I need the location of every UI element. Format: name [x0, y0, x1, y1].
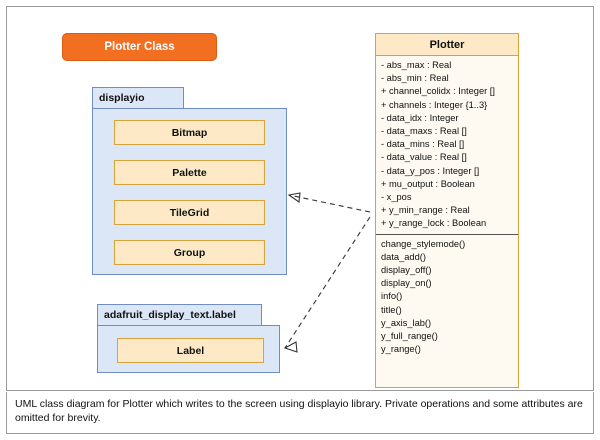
- operation-item: change_stylemode(): [381, 238, 466, 249]
- operation-item: y_full_range(): [381, 331, 438, 342]
- attribute-item: + mu_output : Boolean: [381, 178, 475, 189]
- operation-item: data_add(): [381, 251, 426, 262]
- operation-item: y_axis_lab(): [381, 317, 432, 328]
- operation-item: title(): [381, 304, 402, 315]
- package-tab-displayio: displayio: [92, 87, 184, 108]
- attribute-item: - data_idx : Integer: [381, 112, 459, 123]
- class-box-palette: Palette: [114, 160, 265, 185]
- attribute-item: + y_min_range : Real: [381, 205, 470, 216]
- arrowhead-displayio: [289, 193, 300, 202]
- diagram-title-badge: Plotter Class: [62, 33, 217, 61]
- attribute-item: - abs_min : Real: [381, 73, 449, 84]
- operation-item: display_off(): [381, 265, 432, 276]
- figure-caption: UML class diagram for Plotter which writes to the screen using displayio library. Private operations and some attributes are omitted for brevity.: [6, 392, 594, 434]
- attribute-item: - data_mins : Real []: [381, 139, 465, 150]
- class-box-tilegrid: TileGrid: [114, 200, 265, 225]
- plotter-operations-compartment: [376, 235, 518, 360]
- class-box-group: Group: [114, 240, 265, 265]
- uml-diagram-canvas: [6, 6, 594, 391]
- attribute-item: - x_pos: [381, 192, 412, 203]
- dependency-line-label: [285, 217, 370, 348]
- operation-item: info(): [381, 291, 403, 302]
- attribute-item: + channel_colidx : Integer []: [381, 86, 495, 97]
- attribute-item: - data_y_pos : Integer []: [381, 165, 480, 176]
- class-box-bitmap: Bitmap: [114, 120, 265, 145]
- attribute-item: - data_value : Real []: [381, 152, 467, 163]
- attribute-item: - abs_max : Real: [381, 60, 452, 70]
- dependency-line-displayio: [289, 195, 370, 212]
- operation-item: y_range(): [381, 344, 421, 355]
- class-name-plotter: Plotter: [376, 34, 518, 56]
- attribute-item: + y_range_lock : Boolean: [381, 218, 487, 229]
- attribute-item: - data_maxs : Real []: [381, 126, 467, 137]
- arrowhead-label: [285, 342, 297, 352]
- attribute-item: + channels : Integer {1..3}: [381, 99, 488, 110]
- class-box-label: Label: [117, 338, 264, 363]
- class-box-plotter: [375, 33, 519, 388]
- package-tab-adafruit-display-text-label: adafruit_display_text.label: [97, 304, 262, 325]
- operation-item: display_on(): [381, 278, 432, 289]
- plotter-attributes-compartment: [376, 56, 518, 235]
